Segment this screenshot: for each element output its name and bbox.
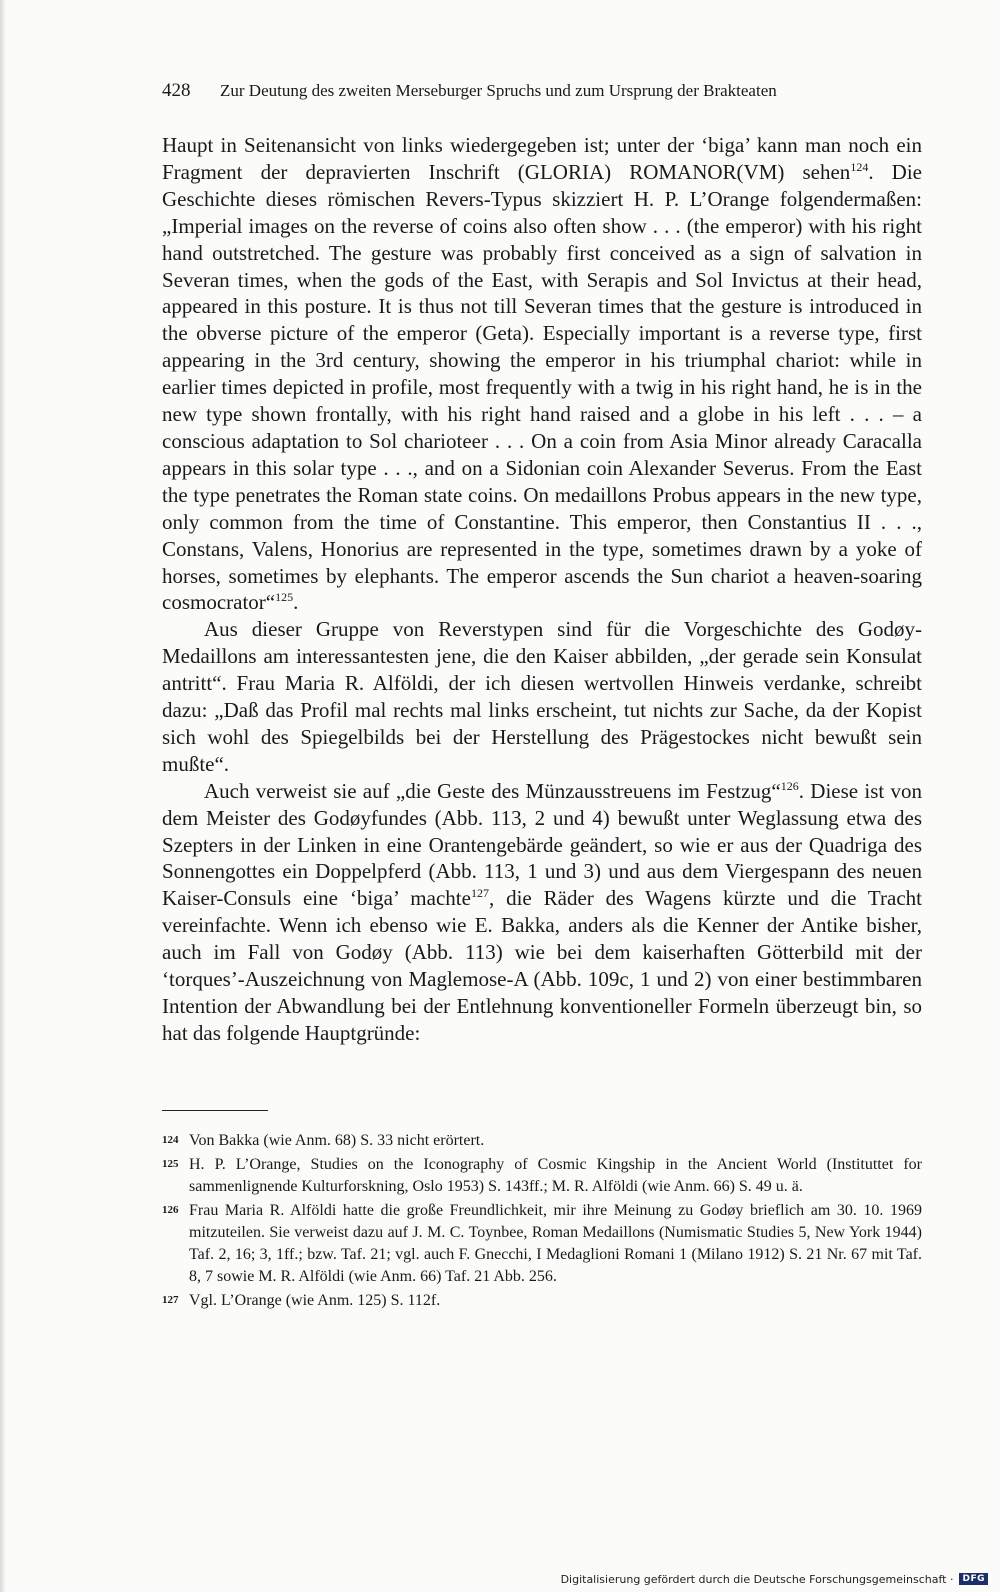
footnote-ref[interactable]: 124 bbox=[850, 159, 869, 174]
footnote-ref[interactable]: 126 bbox=[780, 778, 799, 793]
footnote bbox=[162, 1130, 922, 1152]
footer-text: Digitalisierung gefördert durch die Deutsche Forschungsgemeinschaft · bbox=[560, 1572, 954, 1586]
paragraph-text: Haupt in Seitenansicht von links wiedergegeben ist; unter der ‘biga’ kann man noch ein Fragment der depravierten Inschrift (GLORIA) ROMANOR(VM) sehen bbox=[162, 133, 922, 184]
footnote-ref[interactable]: 127 bbox=[470, 886, 489, 901]
footnote-text: Von Bakka (wie Anm. 68) S. 33 nicht erörtert. bbox=[189, 1132, 485, 1149]
footnote bbox=[162, 1154, 922, 1198]
footnote-number: 124 bbox=[162, 1134, 179, 1146]
page-number: 428 bbox=[162, 80, 191, 101]
running-head bbox=[162, 80, 922, 102]
paragraph-text: Aus dieser Gruppe von Reverstypen sind für die Vorgeschichte des Godøy-Medaillons am interessantesten jene, die den Kaiser abbilden, „der gerade sein Konsulat antritt“. Frau Maria R. Alföldi, der ich diesen wertvollen Hinweis verdanke, schreibt dazu: „Daß das Profil mal rechts mal links erscheint, tut nichts zur Sache, da der Kopist sich wohl des Spiegelbilds bei der Herstellung des Prägestockes nicht bewußt sein mußte“. bbox=[162, 617, 922, 776]
footnotes bbox=[162, 1130, 922, 1314]
body-text bbox=[162, 132, 922, 1047]
paragraph-text: . Diese ist von dem Meister des Godøyfundes (Abb. 113, 2 und 4) bewußt unter Weglassung etwa des Szepters in der Linken in eine Orantengebärde geändert, so wie er aus der Quadriga des Sonnengottes ein Doppelpferd (Abb. 113, 1 und 3) und aus dem Viergespann des neuen Kaiser-Consuls eine ‘biga’ machte bbox=[162, 778, 923, 911]
running-title: Zur Deutung des zweiten Merseburger Spruchs und zum Ursprung der Brakteaten bbox=[220, 81, 777, 100]
footnote-number: 125 bbox=[162, 1158, 179, 1170]
dfg-logo: DFG bbox=[959, 1573, 988, 1585]
footnote-rule bbox=[162, 1110, 268, 1111]
footnote bbox=[162, 1290, 922, 1312]
page-edge-shadow bbox=[0, 0, 6, 1592]
paragraph-text: . bbox=[293, 590, 299, 615]
paragraph-text: Auch verweist sie auf „die Geste des Münzausstreuens im Festzug“ bbox=[204, 778, 781, 803]
footnote-number: 127 bbox=[162, 1294, 179, 1306]
footnote bbox=[162, 1200, 922, 1288]
footnote-number: 126 bbox=[162, 1204, 179, 1216]
paragraph bbox=[162, 132, 922, 616]
paragraph-text: . Die Geschichte dieses römischen Revers-Typus skizziert H. P. L’Orange folgendermaßen: „Imperial images on the reverse of coins also often show . . . (the emperor) with his right hand outstretched. The gesture was probably first conceived as a sign of salvation in Severan times, when the gods of the East, with Serapis and Sol Invictus at their head, appeared in this posture. It is thus not till Severan times that the gesture is introduced in the obverse picture of the emperor (Geta). Especially important is a reverse type, first appearing in the 3rd century, showing the emperor in his triumphal chariot: while in earlier times depicted in profile, most frequently with a twig in his right hand, he is in the new type shown frontally, with his right hand raised and a globe in his left . . . – a conscious adaptation to Sol charioteer . . . On a coin from Asia Minor already Caracalla appears in this solar type . . ., and on a Sidonian coin Alexander Severus. From the East the type penetrates the Roman state coins. On medaillons Probus appears in the new type, only common from the time of Constantine. This emperor, then Constantius II . . ., Constans, Valens, Honorius are represented in the type, sometimes drawn by a yoke of horses, sometimes by elephants. The emperor ascends the Sun chariot a heaven-soaring cosmocrator“ bbox=[162, 159, 922, 615]
paragraph-text: , die Räder des Wagens kürzte und die Tracht vereinfachte. Wenn ich ebenso wie E. Bakka, anders als die Kenner der Antike bisher, auch im Fall von Godøy (Abb. 113) wie bei dem kaiserhaften Götterbild mit der ‘torques’-Auszeichnung von Maglemose-A (Abb. 109c, 1 und 2) von einer bestimmbaren Intention der Abwandlung bei der Entlehnung konventioneller Formeln überzeugt bin, so hat das folgende Hauptgründe: bbox=[162, 886, 922, 1045]
paragraph bbox=[162, 616, 922, 777]
footnote-ref[interactable]: 125 bbox=[275, 590, 294, 605]
footnote-text: Vgl. L’Orange (wie Anm. 125) S. 112f. bbox=[189, 1292, 441, 1309]
paragraph bbox=[162, 778, 922, 1047]
footnote-text: H. P. L’Orange, Studies on the Iconography of Cosmic Kingship in the Ancient World (Instituttet for sammenlignende Kulturforskning, Oslo 1953) S. 143ff.; M. R. Alföldi (wie Anm. 66) S. 49 u. ä. bbox=[189, 1156, 922, 1195]
digitization-footer bbox=[561, 1570, 988, 1588]
footnote-text: Frau Maria R. Alföldi hatte die große Freundlichkeit, mir ihre Meinung zu Godøy brieflich am 30. 10. 1969 mitzuteilen. Sie verweist dazu auf J. M. C. Toynbee, Roman Medaillons (Numismatic Studies 5, New York 1944) Taf. 2, 16; 3, 1ff.; bzw. Taf. 21; vgl. auch F. Gnecchi, I Medaglioni Romani 1 (Milano 1912) S. 21 Nr. 67 mit Taf. 8, 7 sowie M. R. Alföldi (wie Anm. 66) Taf. 21 Abb. 256. bbox=[189, 1202, 922, 1285]
